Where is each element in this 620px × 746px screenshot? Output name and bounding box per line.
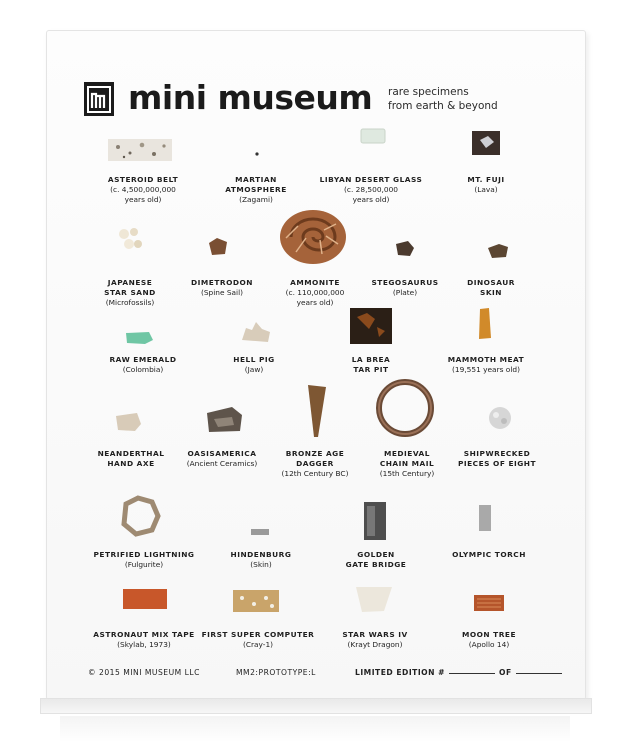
- specimen-detail: (Colombia): [122, 365, 164, 374]
- specimen-detail: (c. 4,500,000,000: [110, 185, 176, 194]
- medieval-chain-mail-specimen: [373, 376, 437, 440]
- shipwrecked-pieces-of-eight-specimen: [485, 404, 515, 432]
- specimen-name: MT. FUJI: [467, 175, 505, 184]
- specimen-label: [311, 550, 441, 570]
- specimen-name: NEANDERTHAL: [97, 449, 165, 458]
- specimen-detail: (Krayt Dragon): [347, 640, 403, 649]
- ammonite-specimen: [278, 208, 348, 266]
- specimen-name: TAR PIT: [353, 365, 389, 374]
- specimen-label: [421, 175, 551, 195]
- specimen-detail: (Cray-1): [242, 640, 274, 649]
- specimen-detail: (Spine Sail): [200, 288, 244, 297]
- specimen-detail: (Plate): [392, 288, 418, 297]
- limited-edition-line: [355, 668, 566, 677]
- specimen-name: SHIPWRECKED: [463, 449, 531, 458]
- specimen-name: ASTEROID BELT: [107, 175, 179, 184]
- specimen-label: [78, 175, 208, 205]
- specimen-name: OLYMPIC TORCH: [452, 550, 526, 559]
- raw-emerald-specimen: [123, 330, 155, 346]
- neanderthal-hand-axe-specimen: [115, 412, 143, 432]
- specimen-label: [79, 630, 209, 650]
- specimen-detail: (15th Century): [379, 469, 435, 478]
- specimen-label: [421, 355, 551, 375]
- star-wars-iv-specimen: [354, 585, 394, 615]
- specimen-name: STAR SAND: [104, 288, 156, 297]
- specimen-name: STAR WARS IV: [342, 630, 408, 639]
- specimen-name: GOLDEN: [357, 550, 395, 559]
- specimen-name: CHAIN MAIL: [379, 459, 435, 468]
- specimen-detail: years old): [124, 195, 162, 204]
- specimen-name: MARTIAN: [235, 175, 277, 184]
- specimen-name: SKIN: [480, 288, 502, 297]
- asteroid-belt-specimen: [108, 137, 172, 163]
- japanese-star-sand-specimen: [115, 224, 145, 256]
- specimen-label: [196, 550, 326, 570]
- libyan-desert-glass-specimen: [360, 127, 386, 145]
- mini-museum-logo-icon: [82, 80, 116, 118]
- specimen-detail: (c. 110,000,000: [285, 288, 345, 297]
- specimen-name: ATMOSPHERE: [225, 185, 287, 194]
- specimen-name: JAPANESE: [107, 278, 153, 287]
- specimen-name: HELL PIG: [233, 355, 275, 364]
- bronze-age-dagger-specimen: [302, 383, 330, 439]
- specimen-name: MAMMOTH MEAT: [447, 355, 525, 364]
- specimen-name: LA BREA: [351, 355, 391, 364]
- brand-name: mini museum: [128, 78, 373, 117]
- specimen-name: PIECES OF EIGHT: [457, 459, 537, 468]
- specimen-name: AMMONITE: [290, 278, 340, 287]
- specimen-name: STEGOSAURUS: [371, 278, 439, 287]
- specimen-name: RAW EMERALD: [109, 355, 177, 364]
- specimen-label: [426, 278, 556, 298]
- specimen-detail: (c. 28,500,000: [344, 185, 398, 194]
- specimen-name: DAGGER: [296, 459, 334, 468]
- specimen-name: PETRIFIED LIGHTNING: [93, 550, 195, 559]
- specimen-name: HAND AXE: [107, 459, 155, 468]
- specimen-label: [189, 355, 319, 375]
- specimen-name: HINDENBURG: [230, 550, 292, 559]
- edition-total-blank: [516, 673, 562, 674]
- mt-fuji-specimen: [470, 130, 502, 156]
- specimen-name: MEDIEVAL: [384, 449, 430, 458]
- astronaut-mix-tape-specimen: [122, 587, 168, 611]
- petrified-lightning-specimen: [118, 494, 162, 538]
- specimen-detail: (Zagami): [239, 195, 273, 204]
- tagline-line: from earth & beyond: [388, 100, 498, 112]
- specimen-detail: years old): [296, 298, 334, 307]
- specimen-detail: (Skylab, 1973): [117, 640, 171, 649]
- specimen-label: [193, 630, 323, 650]
- specimen-detail: (Apollo 14): [468, 640, 510, 649]
- specimen-label: [424, 550, 554, 560]
- martian-atmosphere-specimen: [255, 152, 259, 156]
- prototype-code: MM2:PROTOTYPE:L: [236, 668, 316, 677]
- specimen-detail: years old): [352, 195, 390, 204]
- specimen-name: DINOSAUR: [467, 278, 515, 287]
- specimen-detail: (12th Century BC): [281, 469, 349, 478]
- specimen-detail: (Microfossils): [105, 298, 155, 307]
- specimen-detail: (Fulgurite): [124, 560, 164, 569]
- specimen-name: GATE BRIDGE: [345, 560, 407, 569]
- copyright: © 2015 MINI MUSEUM LLC: [88, 668, 200, 677]
- tagline: [388, 85, 498, 113]
- dinosaur-skin-specimen: [487, 243, 509, 259]
- specimen-name: OASISAMERICA: [187, 449, 257, 458]
- specimen-name: MOON TREE: [461, 630, 516, 639]
- specimen-label: [432, 449, 562, 469]
- reflection: [60, 716, 570, 742]
- specimen-label: [424, 630, 554, 650]
- specimen-detail: (Skin): [250, 560, 272, 569]
- specimen-name: BRONZE AGE: [285, 449, 345, 458]
- specimen-name: DIMETRODON: [191, 278, 253, 287]
- specimen-detail: (19,551 years old): [452, 365, 520, 374]
- specimen-detail: (Ancient Ceramics): [186, 459, 258, 468]
- dimetrodon-specimen: [207, 237, 229, 257]
- oasisamerica-specimen: [204, 405, 244, 435]
- specimen-detail: (Lava): [474, 185, 498, 194]
- edition-number-blank: [449, 673, 495, 674]
- hindenburg-specimen: [250, 527, 270, 537]
- specimen-label: [191, 175, 321, 205]
- hell-pig-specimen: [240, 320, 272, 344]
- mammoth-meat-specimen: [477, 307, 493, 341]
- specimen-name: ASTRONAUT MIX TAPE: [93, 630, 195, 639]
- specimen-label: [79, 550, 209, 570]
- olympic-torch-specimen: [477, 503, 495, 533]
- specimen-label: [306, 175, 436, 205]
- specimen-label: [306, 355, 436, 375]
- stegosaurus-specimen: [394, 240, 416, 258]
- specimen-name: LIBYAN DESERT GLASS: [319, 175, 423, 184]
- first-super-computer-specimen: [232, 588, 280, 614]
- specimen-detail: (Jaw): [244, 365, 264, 374]
- edition-label: LIMITED EDITION #: [355, 668, 445, 677]
- moon-tree-specimen: [473, 593, 505, 613]
- acrylic-base: [40, 698, 592, 714]
- specimen-label: [310, 630, 440, 650]
- golden-gate-bridge-specimen: [362, 500, 388, 542]
- tagline-line: rare specimens: [388, 86, 469, 98]
- la-brea-tar-pit-specimen: [349, 307, 393, 345]
- specimen-name: FIRST SUPER COMPUTER: [201, 630, 315, 639]
- of-label: OF: [499, 668, 512, 677]
